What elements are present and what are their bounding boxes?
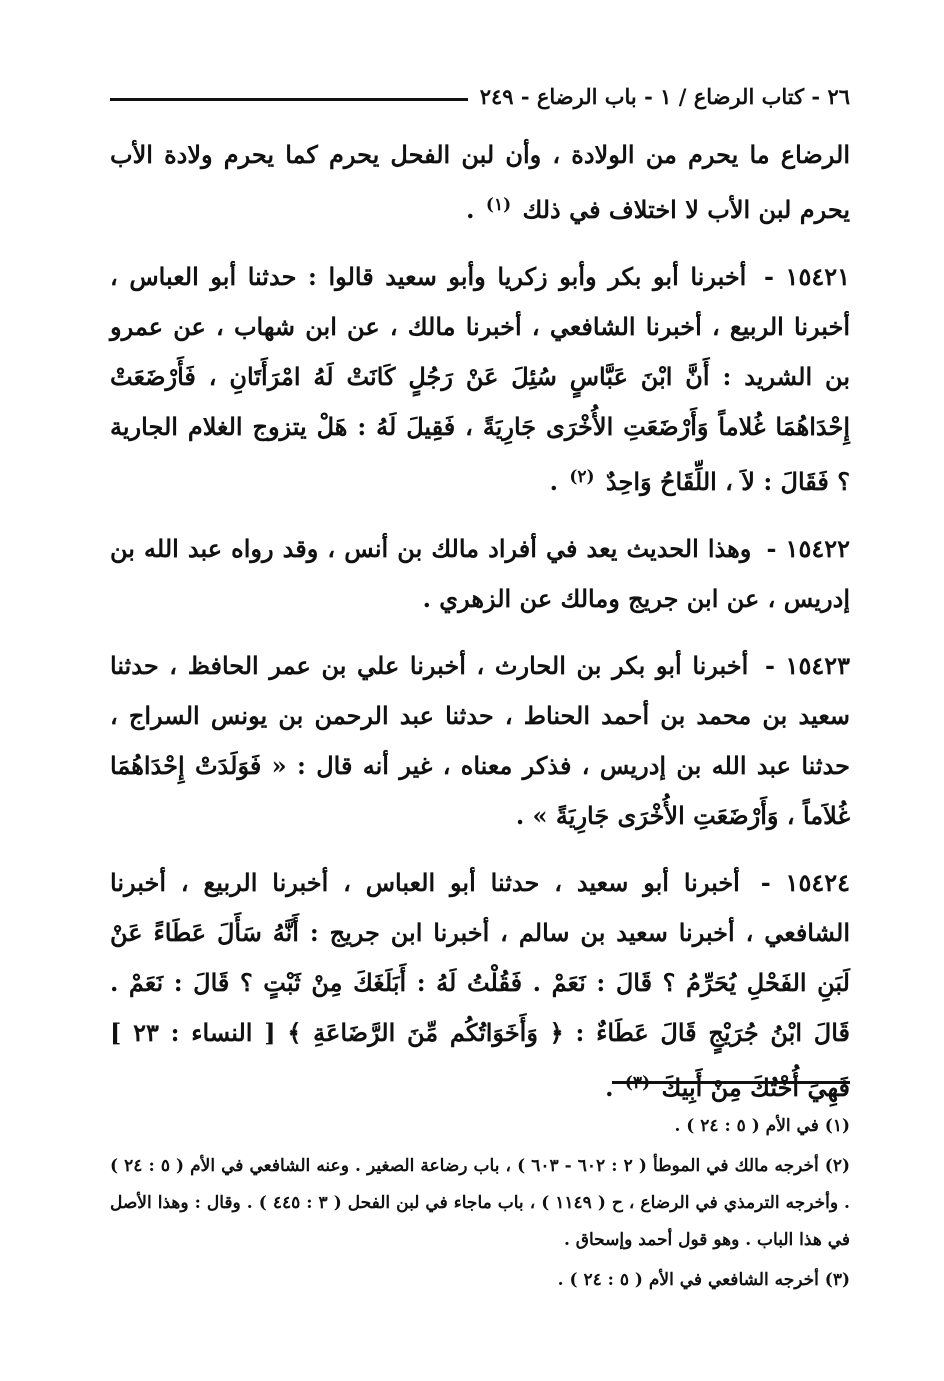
- running-title: ٢٦ - كتاب الرضاع / ١ - باب الرضاع - ٢٤٩: [479, 83, 850, 109]
- paragraph-end-mark: .: [466, 195, 475, 224]
- footnote-reference: (٣): [624, 1073, 651, 1093]
- hadith-number: ١٥٤٢٢ -: [766, 534, 850, 563]
- footnote-separator: [612, 1081, 850, 1084]
- hadith-number: ١٥٤٢٤ -: [760, 868, 850, 897]
- paragraph-text: الرضاع ما يحرم من الولادة ، وأن لبن الفحل يحرم كما يحرم ولادة الأب يحرم لبن الأب لا اختلاف في ذلك: [110, 140, 850, 224]
- main-text: [110, 130, 850, 1130]
- footnote: (١) في الأم ( ٥ : ٢٤ ) .: [674, 1116, 850, 1136]
- paragraph-text: أخبرنا أبو سعيد ، حدثنا أبو العباس ، أخبرنا الربيع ، أخبرنا الشافعي ، أخبرنا سعيد بن سالم ، أخبرنا ابن جريج : أَنَّهُ سَأَلَ عَطَاءً عَنْ لَبَنِ الفَحْلِ يُحَرِّمُ ؟ قَالَ : نَعَمْ . فَقُلْتُ لَهُ : أَبَلَغَكَ مِنْ ثَبْتٍ ؟ قَالَ : نَعَمْ . قَالَ ابْنُ جُرَيْجٍ قَالَ عَطَاءٌ : ﴿ وَأَخَوَاتُكُم مِّنَ الرَّضَاعَةِ ﴾ [ النساء : ٢٣ ] فَهِيَ أُخْتُكَ مِنْ أَبِيكَ: [110, 868, 850, 1102]
- hadith-paragraph: [110, 524, 850, 624]
- hadith-paragraph: [110, 641, 850, 841]
- paragraph-end-mark: .: [549, 467, 558, 496]
- paragraph-text: وهذا الحديث يعد في أفراد مالك بن أنس ، وقد رواه عبد الله بن إدريس ، عن ابن جريج ومالك عن الزهري .: [110, 534, 850, 613]
- hadith-number: ١٥٤٢٣ -: [764, 651, 850, 680]
- paragraph-text: أخبرنا أبو بكر بن الحارث ، أخبرنا علي بن عمر الحافظ ، حدثنا سعيد بن محمد بن أحمد الحناط ، حدثنا عبد الرحمن بن يونس السراج ، حدثنا عبد الله بن إدريس ، فذكر معناه ، غير أنه قال : « فَوَلَدَتْ إِحْدَاهُمَا غُلاَماً ، وَأَرْضَعَتِ الأُخْرَى جَارِيَةً » .: [110, 651, 851, 830]
- header-rule: [110, 98, 468, 101]
- hadith-paragraph: [110, 252, 850, 507]
- footnotes: [110, 1108, 850, 1302]
- footnote-reference: (٢): [569, 467, 595, 487]
- paragraph-continuation: [110, 130, 850, 235]
- running-header: [110, 76, 850, 116]
- paragraph-end-mark: .: [605, 1073, 614, 1102]
- footnote: (٢) أخرجه مالك في الموطأ ( ٢ : ٦٠٢ - ٦٠٣ ) ، باب رضاعة الصغير . وعنه الشافعي في الأم ( ٥ : ٢٤ ) . وأخرجه الترمذي في الرضاع ، ح ( ١١٤٩ ) ، باب ماجاء في لبن الفحل ( ٣ : ٤٤٥ ) . وقال : وهذا الأصل في هذا الباب . وهو قول أحمد وإسحاق .: [110, 1156, 850, 1250]
- hadith-paragraph: [110, 858, 850, 1113]
- hadith-number: ١٥٤٢١ -: [763, 262, 850, 291]
- footnote-reference: (١): [485, 195, 512, 215]
- footnote: (٣) أخرجه الشافعي في الأم ( ٥ : ٢٤ ) .: [557, 1270, 850, 1290]
- paragraph-text: أخبرنا أبو بكر وأبو زكريا وأبو سعيد قالوا : حدثنا أبو العباس ، أخبرنا الربيع ، أخبرنا الشافعي ، أخبرنا مالك ، عن ابن شهاب ، عن عمرو بن الشريد : أَنَّ ابْنَ عَبَّاسٍ سُئِلَ عَنْ رَجُلٍ كَانَتْ لَهُ امْرَأَتَانِ ، فَأَرْضَعَتْ إِحْدَاهُمَا غُلاماً وَأَرْضَعَتِ الأُخْرَى جَارِيَةً ، فَقِيلَ لَهُ : هَلْ يتزوج الغلام الجارية ؟ فَقَالَ : لاَ ، اللِّقَاحُ وَاحِدٌ: [110, 262, 850, 496]
